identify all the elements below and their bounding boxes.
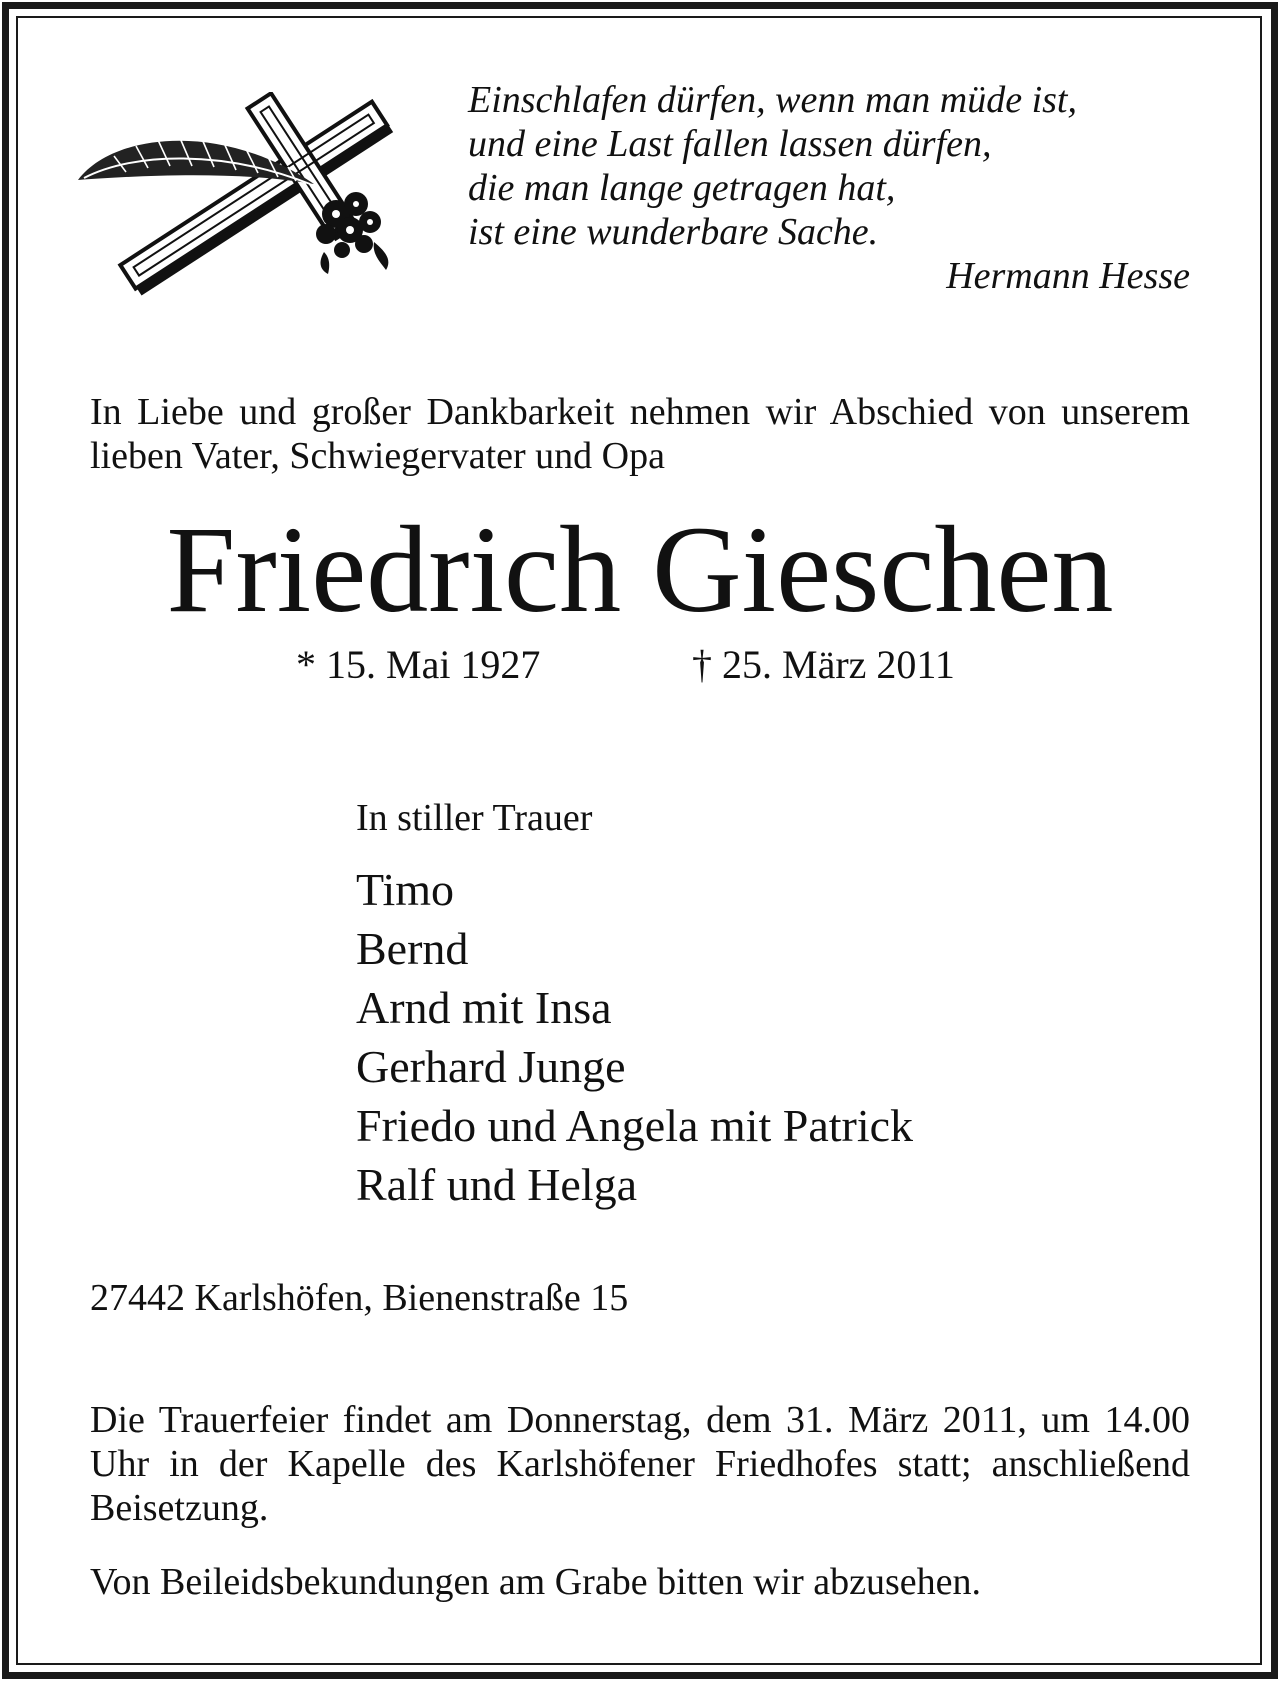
death-date: † 25. März 2011 bbox=[692, 642, 955, 687]
deceased-name: Friedrich Gieschen bbox=[166, 501, 1114, 638]
mourner-list bbox=[356, 860, 913, 1214]
mourner-name: Bernd bbox=[356, 923, 469, 974]
mourning-label: In stiller Trauer bbox=[356, 797, 593, 839]
birth-date: * 15. Mai 1927 bbox=[296, 642, 541, 687]
mourner-name: Ralf und Helga bbox=[356, 1159, 638, 1210]
quote-author: Hermann Hesse bbox=[946, 255, 1190, 297]
quote-line: ist eine wunderbare Sache. bbox=[468, 211, 879, 253]
farewell-intro: In Liebe und großer Dankbarkeit nehmen wir Abschied von unserem lieben Vater, Schwiegervater und Opa bbox=[90, 391, 1190, 477]
mourner-name: Arnd mit Insa bbox=[356, 982, 612, 1033]
mourner-name: Timo bbox=[356, 864, 455, 915]
funeral-notice: Die Trauerfeier findet am Donnerstag, dem 31. März 2011, um 14.00 Uhr in der Kapelle des Karlshöfener Friedhofes statt; anschließend Beisetzung. bbox=[90, 1399, 1190, 1529]
quote-line: Einschlafen dürfen, wenn man müde ist, bbox=[468, 79, 1077, 121]
family-address: 27442 Karlshöfen, Bienenstraße 15 bbox=[90, 1277, 629, 1319]
mourner-name: Friedo und Angela mit Patrick bbox=[356, 1100, 914, 1151]
condolence-note: Von Beileidsbekundungen am Grabe bitten wir abzusehen. bbox=[90, 1561, 982, 1603]
hesse-quote bbox=[468, 78, 1190, 298]
mourner-name: Gerhard Junge bbox=[356, 1041, 626, 1092]
quote-line: und eine Last fallen lassen dürfen, bbox=[468, 123, 992, 165]
cross-with-palm-frond-icon bbox=[74, 92, 424, 302]
quote-line: die man lange getragen hat, bbox=[468, 167, 896, 209]
